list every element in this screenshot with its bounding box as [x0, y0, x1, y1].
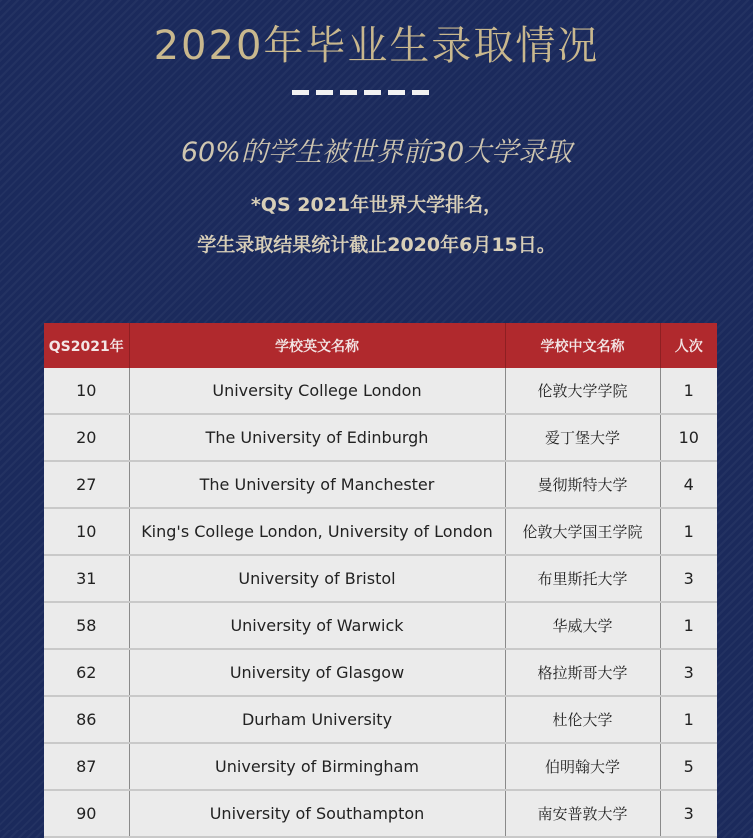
note-line-1: *QS 2021年世界大学排名，	[250, 194, 503, 216]
subtitle: 60%的学生被世界前30大学录取	[180, 137, 573, 168]
chinese-name-cell: 杜伦大学	[505, 696, 660, 743]
count-cell: 3	[660, 790, 717, 837]
chinese-name-cell: 伯明翰大学	[505, 743, 660, 790]
dash-divider	[388, 90, 405, 95]
chinese-name-cell: 华威大学	[505, 602, 660, 649]
english-name-cell: University of Glasgow	[129, 649, 505, 696]
rank-cell: 90	[44, 790, 129, 837]
english-name-cell: University of Birmingham	[129, 743, 505, 790]
table-row	[44, 414, 717, 461]
dash-divider	[364, 90, 381, 95]
count-cell: 1	[660, 508, 717, 555]
dash-divider	[316, 90, 333, 95]
chinese-name-cell: 伦敦大学学院	[505, 368, 660, 414]
rank-cell: 62	[44, 649, 129, 696]
rank-cell: 10	[44, 368, 129, 414]
page-title: 2020年毕业生录取情况	[153, 23, 600, 69]
column-header-chinese-name: 学校中文名称	[505, 323, 660, 368]
chinese-name-cell: 曼彻斯特大学	[505, 461, 660, 508]
table-row	[44, 602, 717, 649]
count-cell: 4	[660, 461, 717, 508]
rank-cell: 87	[44, 743, 129, 790]
rank-cell: 58	[44, 602, 129, 649]
rank-cell: 86	[44, 696, 129, 743]
table-row	[44, 649, 717, 696]
english-name-cell: University of Warwick	[129, 602, 505, 649]
chinese-name-cell: 伦敦大学国王学院	[505, 508, 660, 555]
english-name-cell: King's College London, University of London	[129, 508, 505, 555]
chinese-name-cell: 布里斯托大学	[505, 555, 660, 602]
decorative-dashes	[292, 90, 429, 95]
count-cell: 5	[660, 743, 717, 790]
column-header-rank: QS2021年	[44, 323, 129, 368]
english-name-cell: University College London	[129, 368, 505, 414]
note-line-2: 学生录取结果统计截止2020年6月15日。	[197, 234, 556, 256]
count-cell: 10	[660, 414, 717, 461]
english-name-cell: University of Bristol	[129, 555, 505, 602]
english-name-cell: Durham University	[129, 696, 505, 743]
table-row	[44, 555, 717, 602]
rank-cell: 20	[44, 414, 129, 461]
chinese-name-cell: 格拉斯哥大学	[505, 649, 660, 696]
admissions-table	[44, 323, 717, 838]
table-row	[44, 743, 717, 790]
count-cell: 3	[660, 649, 717, 696]
table-header-row	[44, 323, 717, 368]
english-name-cell: The University of Manchester	[129, 461, 505, 508]
dash-divider	[412, 90, 429, 95]
english-name-cell: University of Southampton	[129, 790, 505, 837]
rank-cell: 31	[44, 555, 129, 602]
table-row	[44, 696, 717, 743]
rank-cell: 27	[44, 461, 129, 508]
column-header-english-name: 学校英文名称	[129, 323, 505, 368]
column-header-count: 人次	[660, 323, 717, 368]
english-name-cell: The University of Edinburgh	[129, 414, 505, 461]
chinese-name-cell: 南安普敦大学	[505, 790, 660, 837]
chinese-name-cell: 爱丁堡大学	[505, 414, 660, 461]
count-cell: 1	[660, 602, 717, 649]
count-cell: 1	[660, 368, 717, 414]
table-row	[44, 508, 717, 555]
table-row	[44, 461, 717, 508]
dash-divider	[340, 90, 357, 95]
dash-divider	[292, 90, 309, 95]
rank-cell: 10	[44, 508, 129, 555]
count-cell: 3	[660, 555, 717, 602]
count-cell: 1	[660, 696, 717, 743]
table-row	[44, 368, 717, 414]
